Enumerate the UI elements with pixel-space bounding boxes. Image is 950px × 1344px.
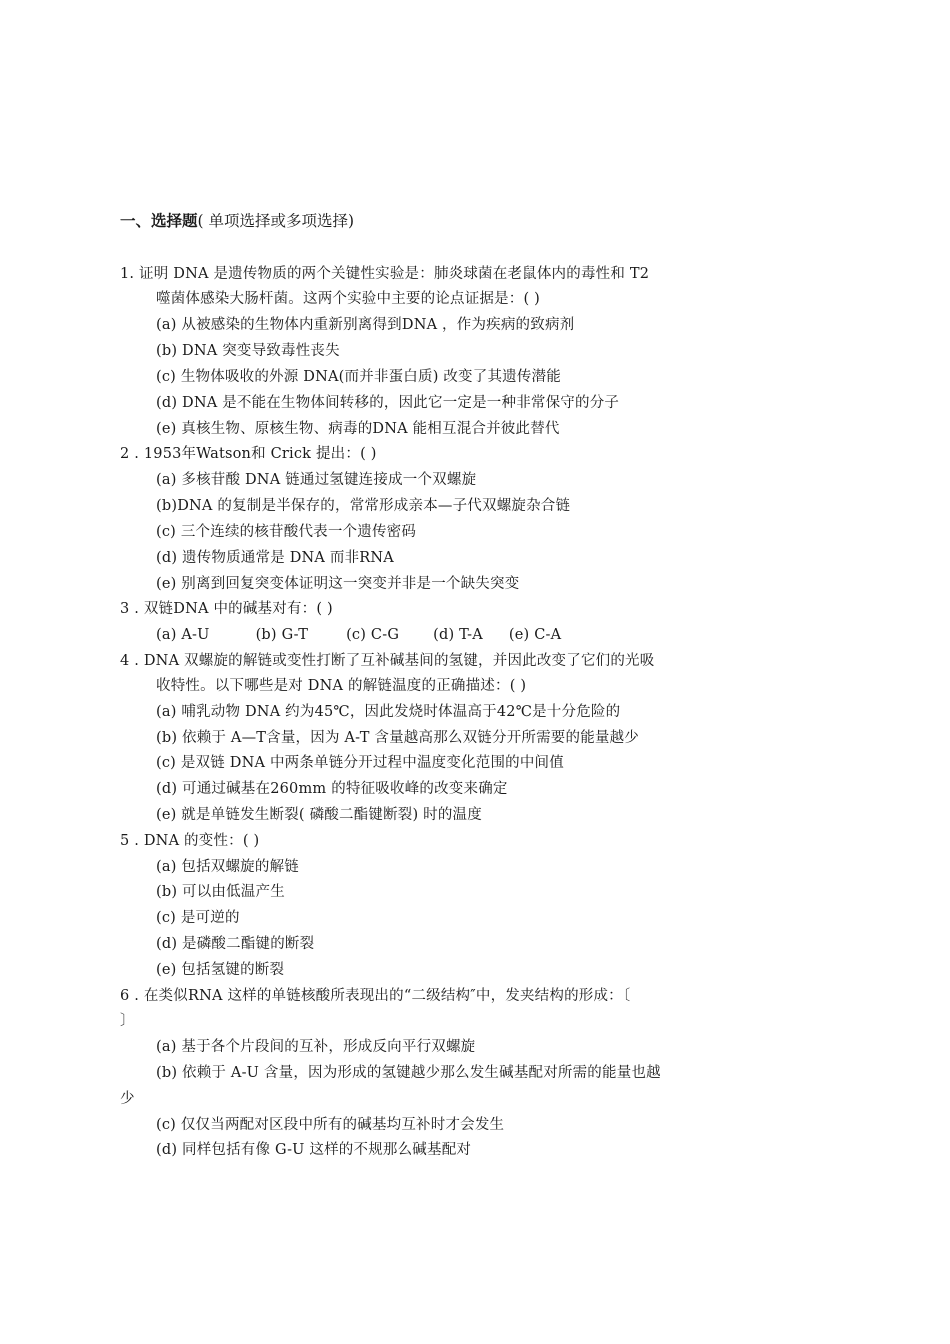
question-4-option-d: (d) 可通过碱基在260mm 的特征吸收峰的改变来确定 [156,781,508,797]
question-6-option-d: (d) 同样包括有像 G-U 这样的不规那么碱基配对 [156,1142,472,1158]
question-1-option-e: (e) 真核生物、原核生物、病毒的DNA 能相互混合并彼此替代 [156,421,560,437]
question-1-text: 1. 证明 DNA 是遗传物质的两个关键性实验是：肺炎球菌在老鼠体内的毒性和 T2 [120,266,650,282]
question-5-option-b: (b) 可以由低温产生 [156,884,285,900]
question-6-text-cont: 〕 [120,1013,135,1029]
section-title: 一、选择题 [120,212,198,230]
question-3-option-e: (e) C-A [508,627,562,643]
question-3-options [156,623,561,647]
question-1-option-c: (c) 生物体吸收的外源 DNA(而并非蛋白质) 改变了其遗传潜能 [156,369,561,385]
question-5-option-e: (e) 包括氢键的断裂 [156,962,285,978]
question-1-option-b: (b) DNA 突变导致毒性丧失 [156,343,340,359]
question-4-text: 4 . DNA 双螺旋的解链或变性打断了互补碱基间的氢键，并因此改变了它们的光吸 [120,653,655,669]
question-6-text: 6 . 在类似RNA 这样的单链核酸所表现出的“二级结构″中，发夹结构的形成：〔 [120,988,631,1004]
question-2-option-c: (c) 三个连续的核苷酸代表一个遗传密码 [156,524,417,540]
question-2-option-a: (a) 多核苷酸 DNA 链通过氢键连接成一个双螺旋 [156,472,477,488]
question-2-text: 2 . 1953年Watson和 Crick 提出：( ) [120,446,377,462]
question-6-option-a: (a) 基于各个片段间的互补，形成反向平行双螺旋 [156,1039,476,1055]
question-4-option-b: (b) 依赖于 A—T含量，因为 A-T 含量越高那么双链分开所需要的能量越少 [156,730,639,746]
question-1-option-a: (a) 从被感染的生物体内重新别离得到DNA ，作为疾病的致病剂 [156,317,575,333]
question-4-option-a: (a) 哺乳动物 DNA 约为45℃，因此发烧时体温高于42℃是十分危险的 [156,704,621,720]
question-6-option-b-cont: 少 [120,1091,135,1107]
question-4-text-cont: 收特性。以下哪些是对 DNA 的解链温度的正确描述：( ) [156,678,527,694]
question-1-option-d: (d) DNA 是不能在生物体间转移的，因此它一定是一种非常保守的分子 [156,395,620,411]
section-heading [120,209,354,233]
question-6-option-c: (c) 仅仅当两配对区段中所有的碱基均互补时才会发生 [156,1117,505,1133]
question-1-text-cont: 噬菌体感染大肠杆菌。这两个实验中主要的论点证据是：( ) [156,291,541,307]
question-5-option-c: (c) 是可逆的 [156,910,240,926]
question-2-option-e: (e) 别离到回复突变体证明这一突变并非是一个缺失突变 [156,576,520,592]
question-3-option-a: (a) A-U [156,627,210,643]
section-subtitle: ( 单项选择或多项选择) [197,212,355,230]
question-2-option-d: (d) 遗传物质通常是 DNA 而非RNA [156,550,394,566]
question-4-option-c: (c) 是双链 DNA 中两条单链分开过程中温度变化范围的中间值 [156,755,564,771]
question-3-text: 3 . 双链DNA 中的碱基对有：( ) [120,601,333,617]
question-6-option-b: (b) 依赖于 A-U 含量，因为形成的氢键越少那么发生碱基配对所需的能量也越 [156,1065,661,1081]
question-4-option-e: (e) 就是单链发生断裂( 磷酸二酯键断裂) 时的温度 [156,807,482,823]
question-5-option-a: (a) 包括双螺旋的解链 [156,859,299,875]
question-3-option-d: (d) T-A [433,627,483,643]
question-3-option-c: (c) C-G [346,627,400,643]
question-3-option-b: (b) G-T [255,627,309,643]
question-5-option-d: (d) 是磷酸二酯键的断裂 [156,936,315,952]
question-5-text: 5 . DNA 的变性：( ) [120,833,260,849]
question-2-option-b: (b)DNA 的复制是半保存的，常常形成亲本—子代双螺旋杂合链 [156,498,571,514]
